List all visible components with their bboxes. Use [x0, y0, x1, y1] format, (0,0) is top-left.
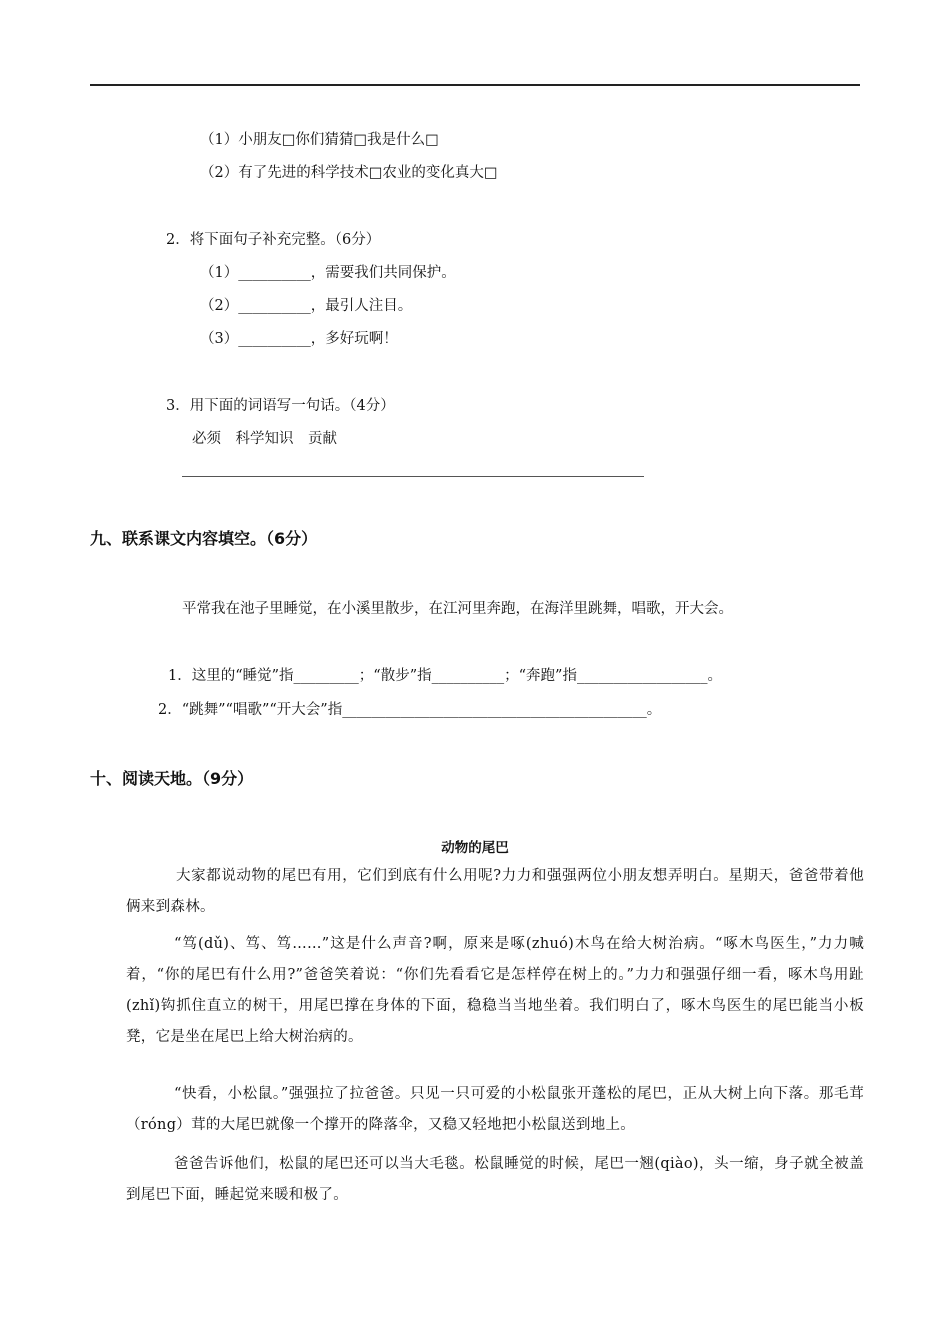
complete-sentence-2: （2）__________，最引人注目。 — [200, 298, 413, 314]
story-paragraph-4: 爸爸告诉他们，松鼠的尾巴还可以当大毛毯。松鼠睡觉的时候，尾巴一翘(qiào)，头一缩，身子就全被盖到尾巴下面，睡起觉来暖和极了。 — [126, 1156, 864, 1203]
answer-write-line — [182, 476, 644, 477]
section-9-heading: 九、联系课文内容填空。（6分） — [90, 529, 318, 548]
punctuation-sentence-2: （2）有了先进的科学技术□农业的变化真大□ — [200, 165, 498, 181]
question-2-title: 2．将下面句子补充完整。（6分） — [166, 232, 381, 248]
section-9-question-1: 1．这里的“睡觉”指_________；“散步”指__________；“奔跑”指__________________。 — [168, 668, 722, 684]
complete-sentence-1: （1）__________，需要我们共同保护。 — [200, 265, 456, 281]
story-paragraph-2: “笃(dǔ)、笃、笃……”这是什么声音?啊，原来是啄(zhuó)木鸟在给大树治病。“啄木鸟医生，”力力喊着，“你的尾巴有什么用?”爸爸笑着说：“你们先看看它是怎样停在树上的。”力力和强强仔细一看，啄木鸟用趾(zhǐ)钩抓住直立的树干，用尾巴撑在身体的下面，稳稳当当地坐着。我们明白了，啄木鸟医生的尾巴能当小板凳，它是坐在尾巴上给大树治病的。 — [126, 936, 864, 1045]
complete-sentence-3: （3）__________，多好玩啊！ — [200, 331, 398, 347]
story-title: 动物的尾巴 — [441, 840, 509, 856]
question-3-title: 3．用下面的词语写一句话。（4分） — [166, 398, 395, 414]
punctuation-sentence-1: （1）小朋友□你们猜猜□我是什么□ — [200, 132, 439, 148]
section-9-question-2: 2．“跳舞”“唱歌”“开大会”指__________________________________________。 — [158, 702, 662, 718]
header-rule — [90, 84, 860, 86]
section-9-passage: 平常我在池子里睡觉，在小溪里散步，在江河里奔跑，在海洋里跳舞，唱歌，开大会。 — [182, 601, 733, 617]
section-10-heading: 十、阅读天地。（9分） — [90, 769, 254, 788]
story-paragraph-1: 大家都说动物的尾巴有用，它们到底有什么用呢?力力和强强两位小朋友想弄明白。星期天，爸爸带着他俩来到森林。 — [126, 868, 864, 915]
word-list: 必须 科学知识 贡献 — [192, 431, 337, 447]
story-paragraph-3: “快看，小松鼠。”强强拉了拉爸爸。只见一只可爱的小松鼠张开蓬松的尾巴，正从大树上向下落。那毛茸（róng）茸的大尾巴就像一个撑开的降落伞，又稳又轻地把小松鼠送到地上。 — [126, 1086, 864, 1133]
